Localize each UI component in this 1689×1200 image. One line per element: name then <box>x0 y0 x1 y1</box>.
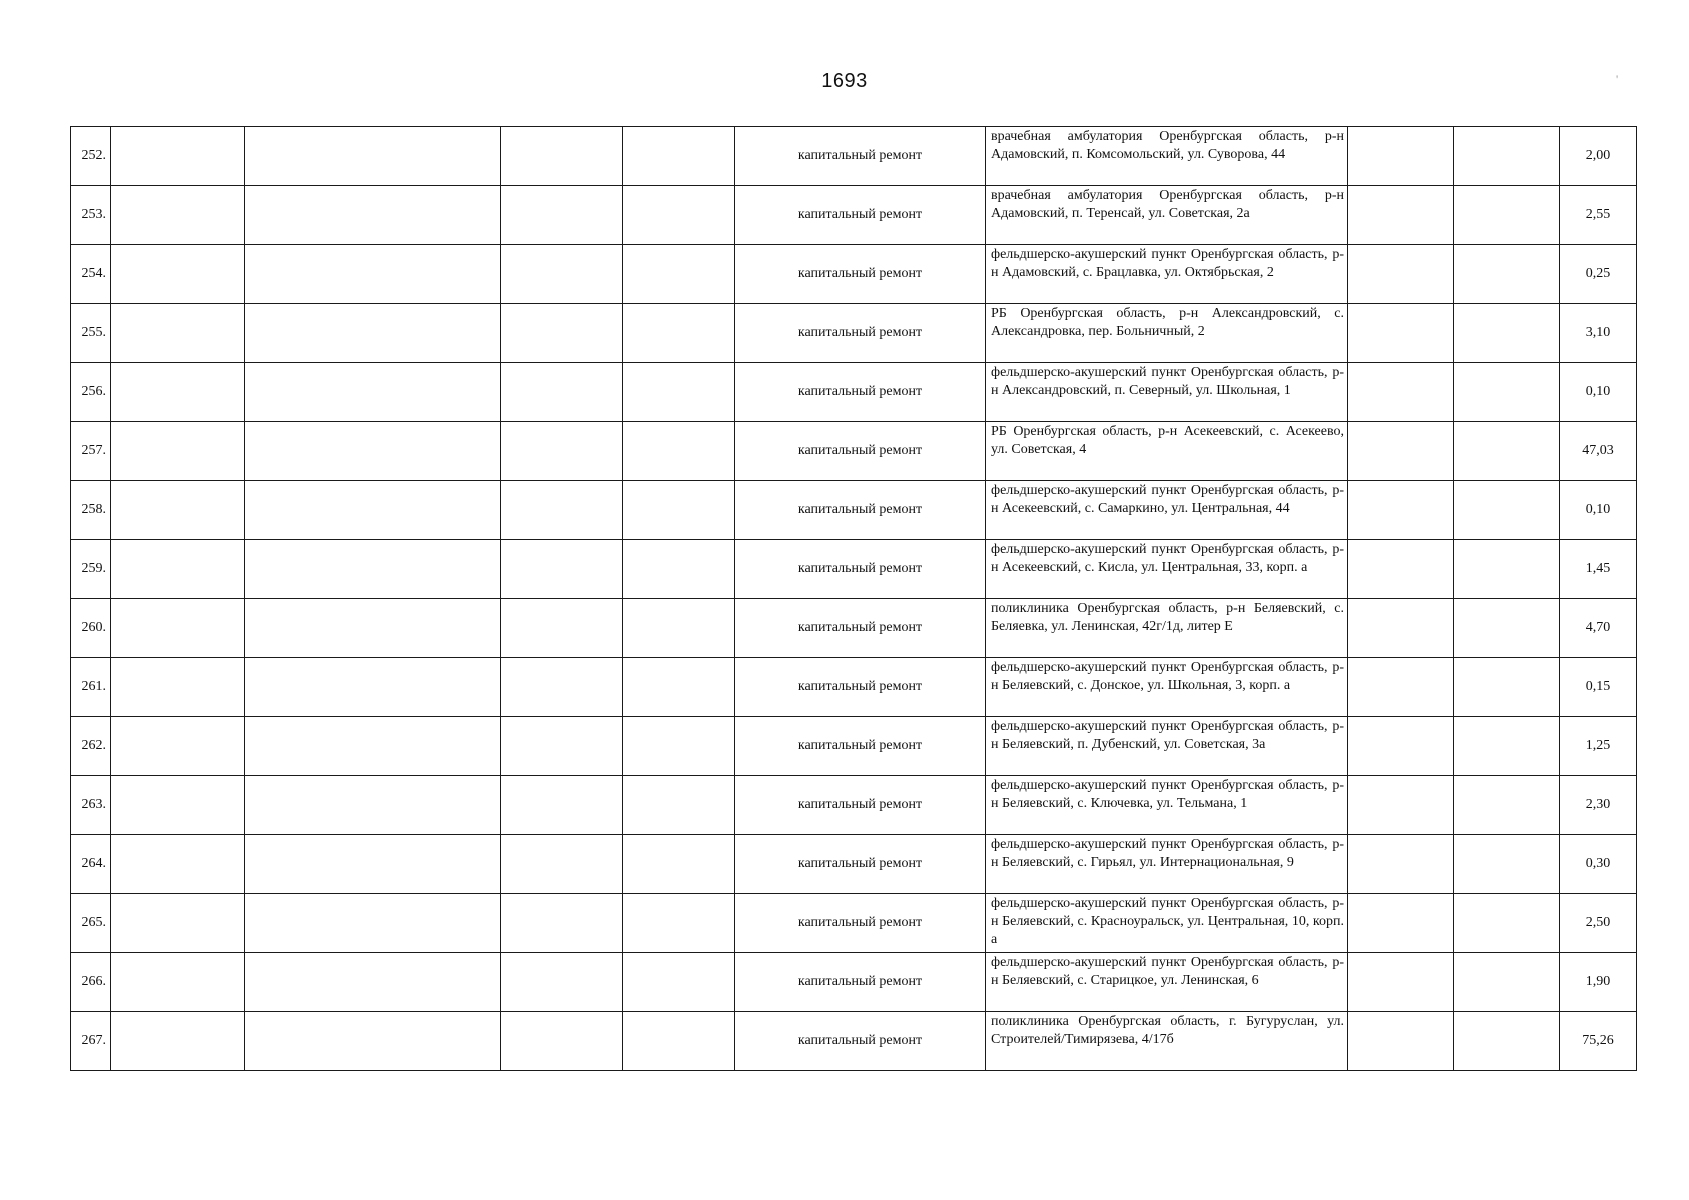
table-row <box>71 599 1637 658</box>
empty-cell <box>245 776 501 835</box>
empty-cell <box>1348 776 1454 835</box>
empty-cell <box>1348 186 1454 245</box>
amount-cell: 0,10 <box>1560 363 1637 422</box>
empty-cell <box>1348 363 1454 422</box>
object-address-cell: фельдшерско-акушерский пункт Оренбургская область, р-н Беляевский, п. Дубенский, ул. Советская, 3а <box>986 717 1348 776</box>
amount-cell: 0,10 <box>1560 481 1637 540</box>
row-number: 253. <box>71 186 111 245</box>
row-number: 255. <box>71 304 111 363</box>
row-number: 257. <box>71 422 111 481</box>
empty-cell <box>623 717 735 776</box>
amount-cell: 75,26 <box>1560 1012 1637 1071</box>
work-type-cell: капитальный ремонт <box>735 127 986 186</box>
empty-cell <box>501 599 623 658</box>
empty-cell <box>1454 658 1560 717</box>
empty-cell <box>1454 422 1560 481</box>
empty-cell <box>111 422 245 481</box>
empty-cell <box>623 363 735 422</box>
empty-cell <box>1454 1012 1560 1071</box>
work-type-cell: капитальный ремонт <box>735 717 986 776</box>
table-row <box>71 422 1637 481</box>
empty-cell <box>501 422 623 481</box>
empty-cell <box>1348 245 1454 304</box>
empty-cell <box>1348 304 1454 363</box>
amount-cell: 4,70 <box>1560 599 1637 658</box>
empty-cell <box>501 1012 623 1071</box>
object-address-cell: фельдшерско-акушерский пункт Оренбургская область, р-н Беляевский, с. Красноуральск, ул. Центральная, 10, корп. а <box>986 894 1348 953</box>
empty-cell <box>501 953 623 1012</box>
empty-cell <box>1454 186 1560 245</box>
empty-cell <box>623 245 735 304</box>
work-type-cell: капитальный ремонт <box>735 186 986 245</box>
empty-cell <box>245 540 501 599</box>
table-row <box>71 717 1637 776</box>
empty-cell <box>1348 953 1454 1012</box>
amount-cell: 2,55 <box>1560 186 1637 245</box>
object-address-cell: РБ Оренбургская область, р-н Асекеевский, с. Асекеево, ул. Советская, 4 <box>986 422 1348 481</box>
empty-cell <box>111 658 245 717</box>
empty-cell <box>1454 835 1560 894</box>
empty-cell <box>1454 304 1560 363</box>
empty-cell <box>111 363 245 422</box>
empty-cell <box>1454 776 1560 835</box>
object-address-cell: фельдшерско-акушерский пункт Оренбургская область, р-н Беляевский, с. Гирьял, ул. Интернациональная, 9 <box>986 835 1348 894</box>
empty-cell <box>501 127 623 186</box>
object-address-cell: фельдшерско-акушерский пункт Оренбургская область, р-н Адамовский, с. Брацлавка, ул. Октябрьская, 2 <box>986 245 1348 304</box>
empty-cell <box>623 1012 735 1071</box>
object-address-cell: фельдшерско-акушерский пункт Оренбургская область, р-н Асекеевский, с. Кисла, ул. Центральная, 33, корп. а <box>986 540 1348 599</box>
empty-cell <box>623 776 735 835</box>
empty-cell <box>1348 540 1454 599</box>
empty-cell <box>1454 245 1560 304</box>
empty-cell <box>111 776 245 835</box>
empty-cell <box>111 186 245 245</box>
object-address-cell: поликлиника Оренбургская область, р-н Беляевский, с. Беляевка, ул. Ленинская, 42г/1д, литер Е <box>986 599 1348 658</box>
scan-mark: ' <box>1616 72 1619 86</box>
empty-cell <box>245 127 501 186</box>
empty-cell <box>623 894 735 953</box>
amount-cell: 1,90 <box>1560 953 1637 1012</box>
row-number: 254. <box>71 245 111 304</box>
empty-cell <box>245 599 501 658</box>
table-row <box>71 658 1637 717</box>
amount-cell: 2,00 <box>1560 127 1637 186</box>
object-address-cell: фельдшерско-акушерский пункт Оренбургская область, р-н Беляевский, с. Старицкое, ул. Ленинская, 6 <box>986 953 1348 1012</box>
row-number: 267. <box>71 1012 111 1071</box>
empty-cell <box>623 127 735 186</box>
empty-cell <box>245 894 501 953</box>
row-number: 264. <box>71 835 111 894</box>
work-type-cell: капитальный ремонт <box>735 422 986 481</box>
work-type-cell: капитальный ремонт <box>735 481 986 540</box>
amount-cell: 1,25 <box>1560 717 1637 776</box>
table-row <box>71 540 1637 599</box>
object-address-cell: фельдшерско-акушерский пункт Оренбургская область, р-н Асекеевский, с. Самаркино, ул. Центральная, 44 <box>986 481 1348 540</box>
empty-cell <box>111 953 245 1012</box>
table-row <box>71 835 1637 894</box>
empty-cell <box>1454 894 1560 953</box>
work-type-cell: капитальный ремонт <box>735 599 986 658</box>
empty-cell <box>623 599 735 658</box>
object-address-cell: врачебная амбулатория Оренбургская область, р-н Адамовский, п. Теренсай, ул. Советская, 2а <box>986 186 1348 245</box>
registry-table <box>70 126 1637 1071</box>
empty-cell <box>1454 717 1560 776</box>
empty-cell <box>623 422 735 481</box>
empty-cell <box>1454 481 1560 540</box>
empty-cell <box>623 540 735 599</box>
table-row <box>71 304 1637 363</box>
empty-cell <box>111 1012 245 1071</box>
empty-cell <box>501 894 623 953</box>
empty-cell <box>245 245 501 304</box>
empty-cell <box>623 304 735 363</box>
empty-cell <box>245 953 501 1012</box>
table-row <box>71 186 1637 245</box>
amount-cell: 2,50 <box>1560 894 1637 953</box>
table-row <box>71 953 1637 1012</box>
page-number: 1693 <box>821 70 868 92</box>
table-row <box>71 894 1637 953</box>
empty-cell <box>245 186 501 245</box>
amount-cell: 0,15 <box>1560 658 1637 717</box>
empty-cell <box>1348 894 1454 953</box>
amount-cell: 0,25 <box>1560 245 1637 304</box>
empty-cell <box>501 481 623 540</box>
table-row <box>71 1012 1637 1071</box>
empty-cell <box>1454 127 1560 186</box>
work-type-cell: капитальный ремонт <box>735 1012 986 1071</box>
empty-cell <box>245 481 501 540</box>
empty-cell <box>111 245 245 304</box>
empty-cell <box>1348 658 1454 717</box>
empty-cell <box>623 953 735 1012</box>
empty-cell <box>501 304 623 363</box>
empty-cell <box>1454 540 1560 599</box>
row-number: 256. <box>71 363 111 422</box>
amount-cell: 3,10 <box>1560 304 1637 363</box>
empty-cell <box>1348 835 1454 894</box>
empty-cell <box>501 776 623 835</box>
empty-cell <box>1348 717 1454 776</box>
row-number: 265. <box>71 894 111 953</box>
work-type-cell: капитальный ремонт <box>735 304 986 363</box>
empty-cell <box>501 186 623 245</box>
table-row <box>71 245 1637 304</box>
amount-cell: 2,30 <box>1560 776 1637 835</box>
row-number: 252. <box>71 127 111 186</box>
empty-cell <box>1348 481 1454 540</box>
empty-cell <box>623 481 735 540</box>
table-row <box>71 127 1637 186</box>
table-row <box>71 776 1637 835</box>
amount-cell: 1,45 <box>1560 540 1637 599</box>
row-number: 263. <box>71 776 111 835</box>
empty-cell <box>245 658 501 717</box>
empty-cell <box>623 658 735 717</box>
work-type-cell: капитальный ремонт <box>735 894 986 953</box>
row-number: 260. <box>71 599 111 658</box>
table-body <box>71 127 1637 1071</box>
empty-cell <box>245 1012 501 1071</box>
row-number: 266. <box>71 953 111 1012</box>
table-row <box>71 481 1637 540</box>
empty-cell <box>111 835 245 894</box>
empty-cell <box>501 835 623 894</box>
work-type-cell: капитальный ремонт <box>735 835 986 894</box>
empty-cell <box>111 717 245 776</box>
empty-cell <box>111 599 245 658</box>
empty-cell <box>1348 127 1454 186</box>
empty-cell <box>1348 422 1454 481</box>
empty-cell <box>501 540 623 599</box>
empty-cell <box>1454 363 1560 422</box>
empty-cell <box>1348 599 1454 658</box>
empty-cell <box>623 186 735 245</box>
work-type-cell: капитальный ремонт <box>735 540 986 599</box>
row-number: 261. <box>71 658 111 717</box>
object-address-cell: врачебная амбулатория Оренбургская область, р-н Адамовский, п. Комсомольский, ул. Суворова, 44 <box>986 127 1348 186</box>
object-address-cell: поликлиника Оренбургская область, г. Бугуруслан, ул. Строителей/Тимирязева, 4/17б <box>986 1012 1348 1071</box>
work-type-cell: капитальный ремонт <box>735 245 986 304</box>
empty-cell <box>111 894 245 953</box>
table-row <box>71 363 1637 422</box>
amount-cell: 0,30 <box>1560 835 1637 894</box>
empty-cell <box>501 245 623 304</box>
empty-cell <box>245 363 501 422</box>
empty-cell <box>501 717 623 776</box>
work-type-cell: капитальный ремонт <box>735 658 986 717</box>
empty-cell <box>111 304 245 363</box>
empty-cell <box>1454 953 1560 1012</box>
object-address-cell: РБ Оренбургская область, р-н Александровский, с. Александровка, пер. Больничный, 2 <box>986 304 1348 363</box>
work-type-cell: капитальный ремонт <box>735 776 986 835</box>
empty-cell <box>111 540 245 599</box>
empty-cell <box>245 835 501 894</box>
row-number: 258. <box>71 481 111 540</box>
object-address-cell: фельдшерско-акушерский пункт Оренбургская область, р-н Беляевский, с. Донское, ул. Школьная, 3, корп. а <box>986 658 1348 717</box>
empty-cell <box>501 658 623 717</box>
work-type-cell: капитальный ремонт <box>735 953 986 1012</box>
empty-cell <box>245 422 501 481</box>
object-address-cell: фельдшерско-акушерский пункт Оренбургская область, р-н Александровский, п. Северный, ул. Школьная, 1 <box>986 363 1348 422</box>
empty-cell <box>1454 599 1560 658</box>
empty-cell <box>245 717 501 776</box>
amount-cell: 47,03 <box>1560 422 1637 481</box>
object-address-cell: фельдшерско-акушерский пункт Оренбургская область, р-н Беляевский, с. Ключевка, ул. Тельмана, 1 <box>986 776 1348 835</box>
empty-cell <box>111 127 245 186</box>
row-number: 259. <box>71 540 111 599</box>
row-number: 262. <box>71 717 111 776</box>
empty-cell <box>111 481 245 540</box>
empty-cell <box>501 363 623 422</box>
empty-cell <box>245 304 501 363</box>
work-type-cell: капитальный ремонт <box>735 363 986 422</box>
empty-cell <box>1348 1012 1454 1071</box>
empty-cell <box>623 835 735 894</box>
